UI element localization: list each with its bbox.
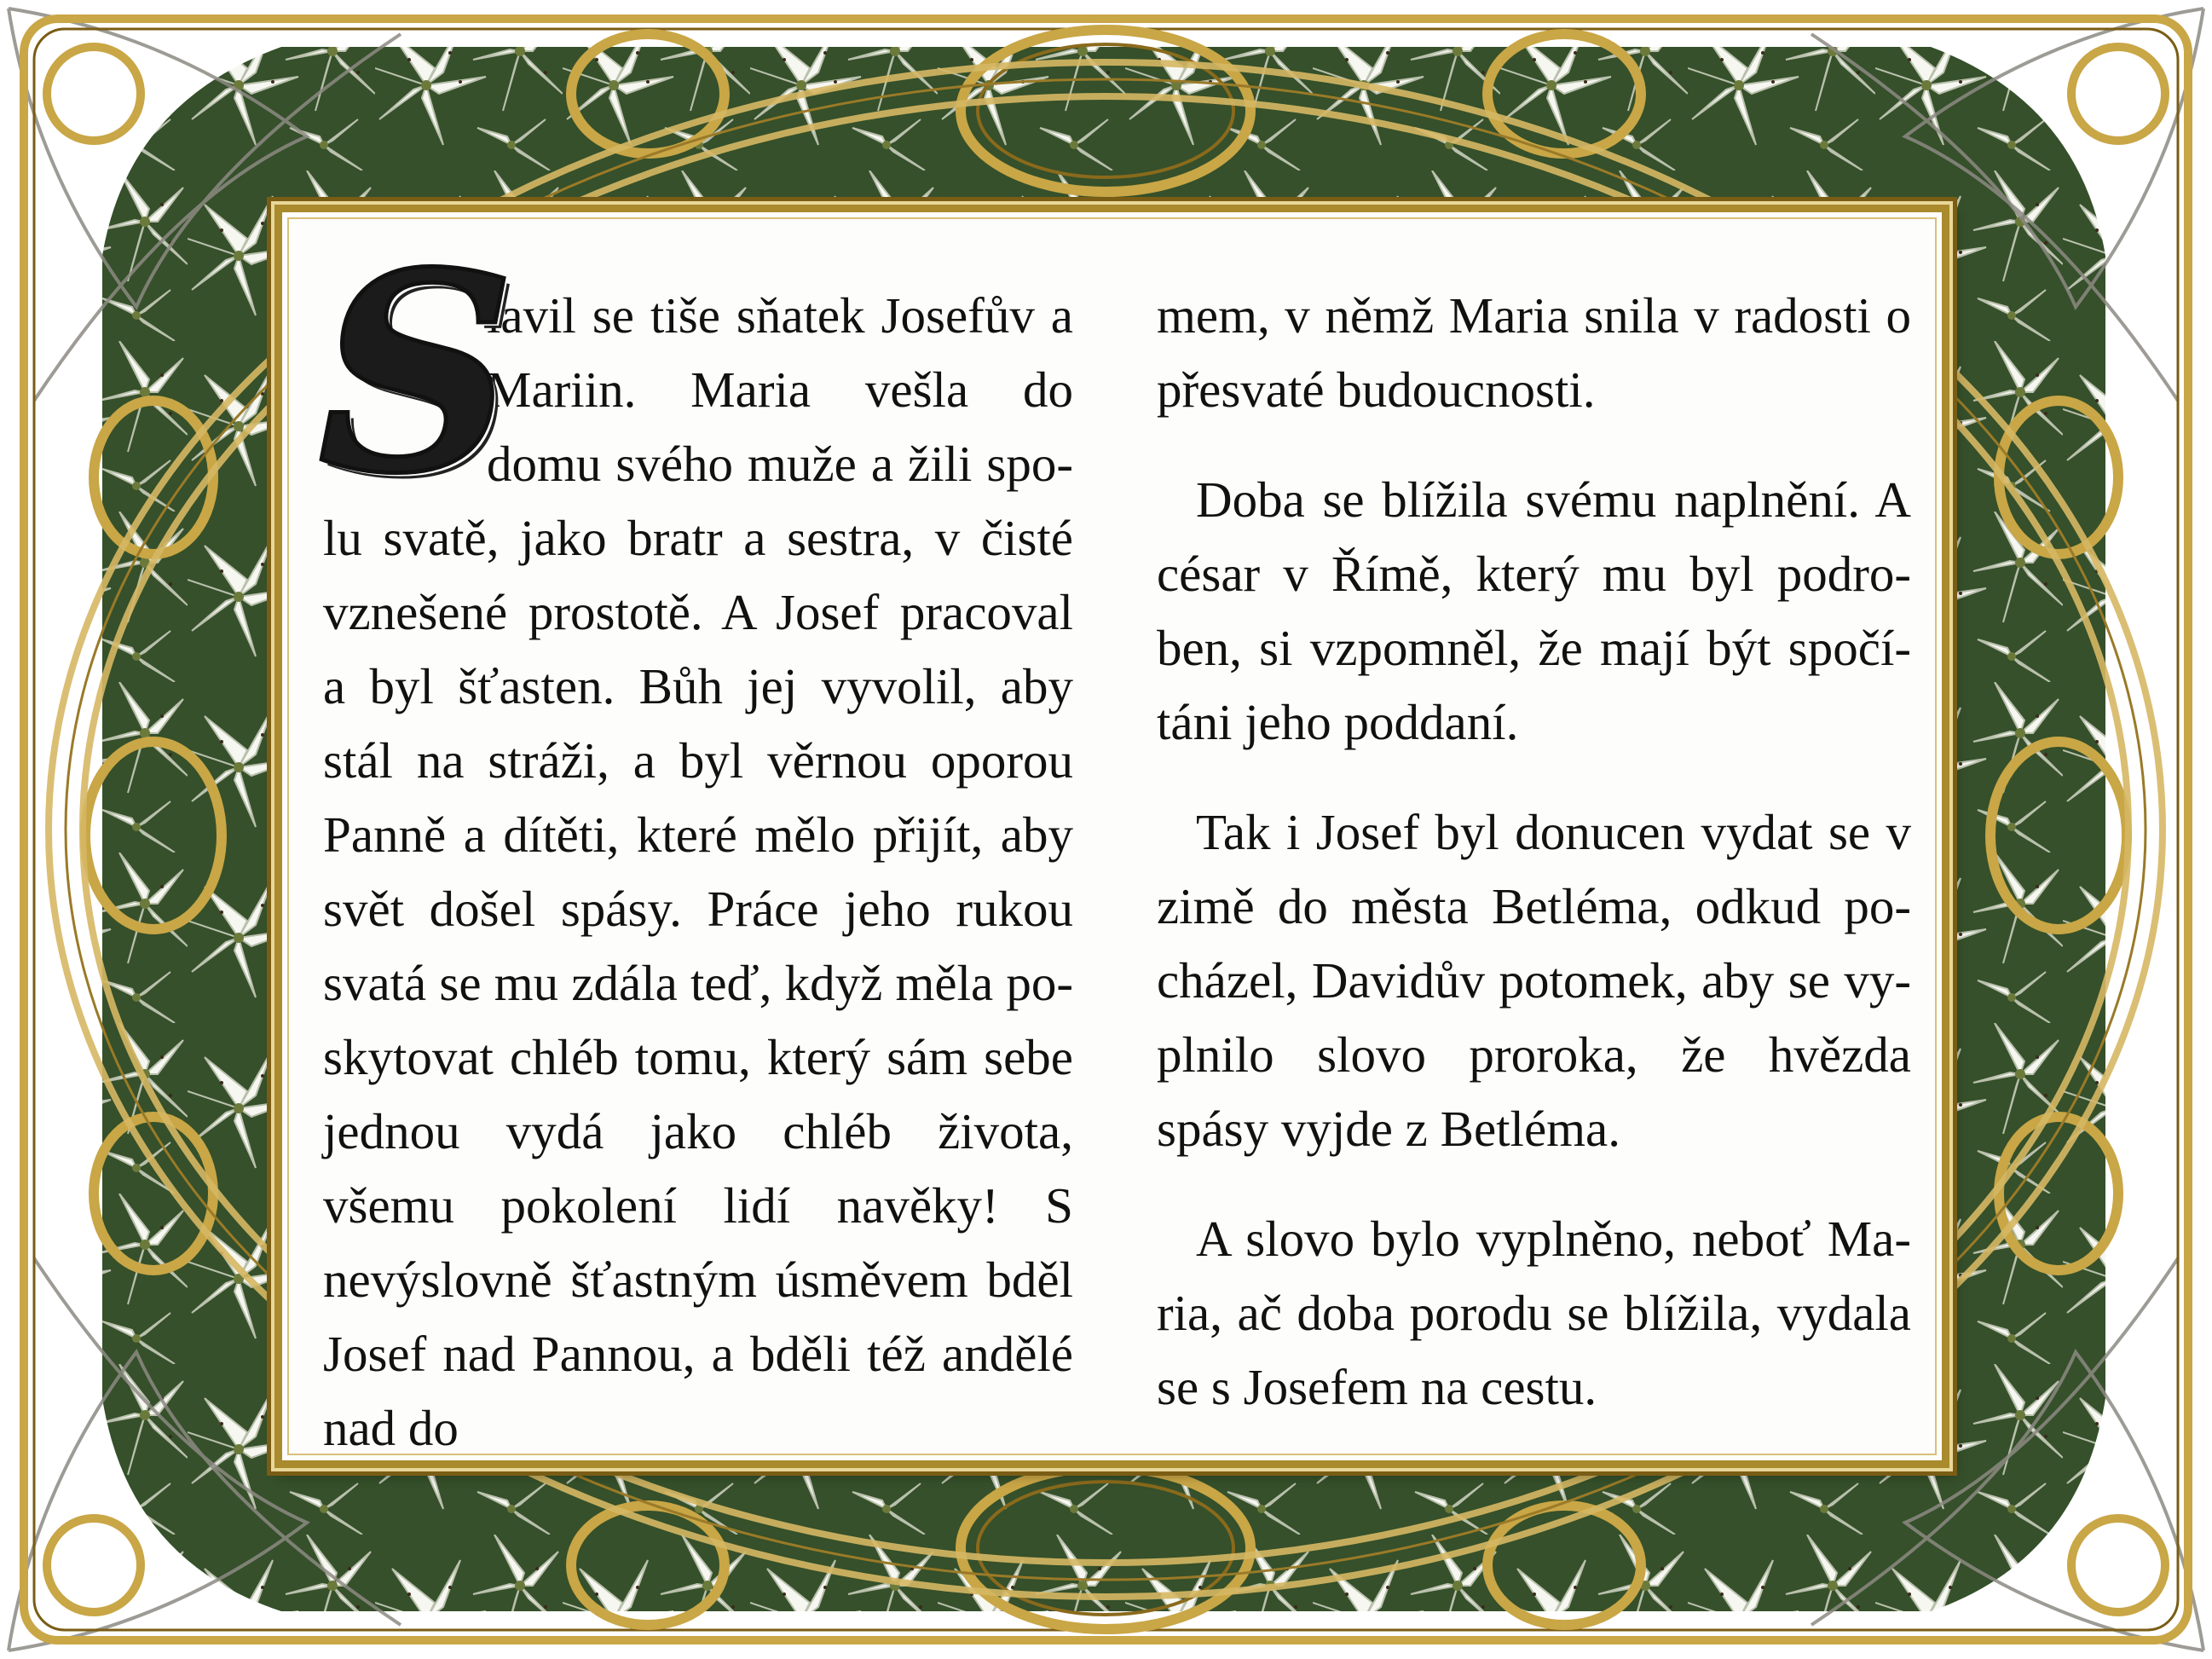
paragraph: Tak i Josef byl donucen vydat se v zimě do města Betléma, odkud pocházel, Davidův potomek, aby se vyplnilo slovo proroka, že hvězda spásy vyjde z Betléma. xyxy=(1157,804,1911,1157)
dropcap-letter: S xyxy=(318,214,516,534)
left-column xyxy=(318,214,1073,1465)
right-column xyxy=(1157,279,1911,1425)
paragraph: Doba se blížila svému naplnění. A césar v Římě, který mu byl podroben, si vzpomněl, že mají být spočítáni jeho poddaní. xyxy=(1157,471,1911,750)
paragraph: A slovo bylo vyplněno, neboť Maria, ač doba porodu se blížila, vydala se s Josefem na cestu. xyxy=(1157,1211,1911,1415)
text-panel xyxy=(274,205,1949,1468)
ornamental-dropcap xyxy=(318,214,516,534)
paragraph: mem, v němž Maria snila v radosti o přesvaté budoucnosti. xyxy=(1157,287,1911,418)
paragraph xyxy=(318,214,1073,1465)
paragraph-text: lavil se tiše sňatek Josefův a Mariin. Maria vešla do domu svého muže a žili spolu svatě, jako bratr a sestra, v čisté vznešené prostotě. A Josef pracoval a byl šťasten. Bůh jej vyvolil, aby stál na stráži, a byl věrnou oporou Panně a dítěti, které mělo přijít, aby svět došel spásy. Práce jeho rukou svatá se mu zdála teď, když měla poskytovat chléb tomu, který sám sebe jednou vydá jako chléb života, všemu pokolení lidí navěky! S nevýslovně šťastným úsměvem bděl Josef nad Pannou, a bděli též andělé nad do xyxy=(323,287,1073,1456)
